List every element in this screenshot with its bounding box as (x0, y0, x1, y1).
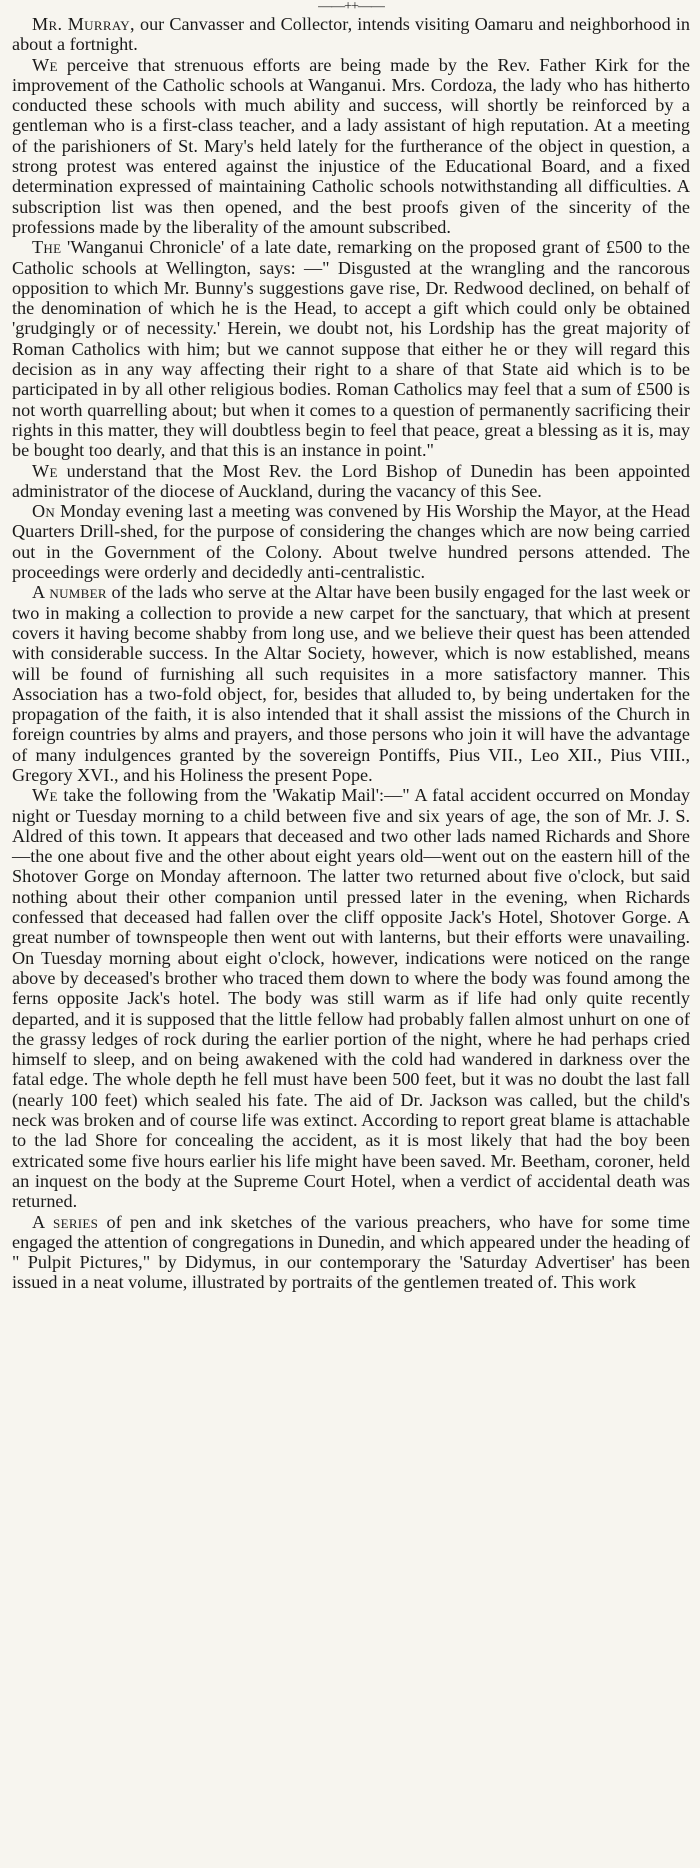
paragraph-wanganui-chronicle (12, 237, 690, 460)
paragraph-lead: The (32, 237, 62, 258)
paragraph-body: Monday evening last a meeting was convened by His Worship the Mayor, at the Head Quarters Drill-shed, for the purpose of considering the changes which are now being carried out in the Government of the Colony. About twelve hundred persons attended. The proceedings were orderly and decidedly anti-centralistic. (12, 501, 690, 583)
paragraph-pulpit-pictures (12, 1212, 690, 1293)
header-ornament: ——++—— (318, 0, 384, 14)
paragraph-altar-society (12, 582, 690, 785)
paragraph-body: understand that the Most Rev. the Lord Bishop of Dunedin has been appointed administrator of the diocese of Auckland, during the vacancy of this See. (12, 460, 690, 501)
paragraph-wanganui-schools (12, 55, 690, 238)
paragraph-canvasser-notice (12, 14, 690, 55)
paragraph-body: of pen and ink sketches of the various preachers, who have for some time engaged the attention of congregations in Dunedin, and which appeared under the heading of " Pulpit Pictures," by Didymus, in our contemporary the 'Saturday Advertiser' has been issued in a neat volume, illustrated by portraits of the gentlemen treated of. This work (12, 1211, 690, 1293)
paragraph-body: perceive that strenuous efforts are being made by the Rev. Father Kirk for the improvement of the Catholic schools at Wanganui. Mrs. Cordoza, the lady who has hitherto conducted these schools with much ability and success, will shortly be reinforced by a gentleman who is a first-class teacher, and a lady assistant of high reputation. At a meeting of the parishioners of St. Mary's held lately for the furtherance of the object in question, a strong protest was entered against the injustice of the Educational Board, and a fixed determination expressed of maintaining Catholic schools notwithstanding all difficulties. A subscription list was then opened, and the best proofs given of the sincerity of the professions made by the liberality of the amount subscribed. (12, 54, 690, 237)
paragraph-lead: We (32, 785, 58, 806)
paragraph-body: our Canvasser and Collector, intends visiting Oamaru and neighborhood in about a fortnight. (12, 14, 690, 55)
paragraph-lead: On (32, 501, 56, 522)
paragraph-body: 'Wanganui Chronicle' of a late date, remarking on the proposed grant of £500 to the Catholic schools at Wellington, says: —" Disgusted at the wrangling and the rancorous opposition to which Mr. Bunny's suggestions gave rise, Dr. Redwood declined, on behalf of the denomination of which he is the Head, to accept a gift which could only be obtained 'grudgingly or of necessity.' Herein, we doubt not, his Lordship has the great majority of Roman Catholics with him; but we cannot suppose that either he or they will regard this decision as in any way affecting their right to a share of that State aid which is to be participated in by all other religious bodies. Roman Catholics may feel that a sum of £500 is not worth quarrelling about; but when it comes to a question of permanently sacrificing their rights in this matter, they will doubtless begin to feel that peace, great a blessing as it is, may be bought too dearly, and that this is an instance in point." (12, 237, 690, 461)
paragraph-wakatip-accident (12, 785, 690, 1211)
paragraph-lead: We (32, 460, 58, 481)
paragraph-bishop-auckland (12, 461, 690, 502)
paragraph-drill-shed-meeting (12, 501, 690, 582)
paragraph-body: of the lads who serve at the Altar have been busily engaged for the last week or two in making a collection to provide a new carpet for the sanctuary, that which at present covers it having become shabby from long use, and we believe their quest has been attended with considerable success. In the Altar Society, however, which is now established, means will be found of furnishing all such requisites in a more satisfactory manner. This Association has a two-fold object, for, besides that alluded to, by being undertaken for the propagation of the faith, it is also intended that it shall assist the missions of the Church in foreign countries by alms and prayers, and those persons who join it will have the advantage of many indulgences granted by the sovereign Pontiffs, Pius VII., Leo XII., Pius VIII., Gregory XVI., and his Holiness the present Pope. (12, 582, 690, 785)
paragraph-lead: We (32, 54, 58, 75)
paragraph-lead: Mr. Murray, (32, 14, 135, 34)
paragraph-lead: A number (32, 582, 107, 603)
paragraph-body: take the following from the 'Wakatip Mail':—" A fatal accident occurred on Monday night or Tuesday morning to a child between five and six years of age, the son of Mr. J. S. Aldred of this town. It appears that deceased and two other lads named Richards and Shore—the one about five and the other about eight years old—went out on the eastern hill of the Shotover Gorge on Monday afternoon. The latter two returned about five o'clock, but said nothing about their other companion until pressed later in the evening, when Richards confessed that deceased had fallen over the cliff opposite Jack's Hotel, Shotover Gorge. A great number of townspeople then went out with lanterns, but their efforts were unavailing. On Tuesday morning about eight o'clock, however, indications were noticed on the range above by deceased's brother who traced them down to where the body was found among the ferns opposite Jack's hotel. The body was still warm as if life had only quite recently departed, and it is supposed that the little fellow had probably fallen almost unhurt on one of the grassy ledges of rock during the earlier portion of the night, where he had perhaps cried himself to sleep, and on being awakened with the cold had wandered in darkness over the fatal edge. The whole depth he fell must have been 500 feet, but it was no doubt the last fall (nearly 100 feet) which sealed his fate. The aid of Dr. Jackson was called, but the child's neck was broken and of course life was extinct. According to report great blame is attachable to the lad Shore for concealing the accident, as it is most likely that had the boy been extricated some five hours earlier his life might have been saved. Mr. Beetham, coroner, held an inquest on the body at the Supreme Court Hotel, when a verdict of accidental death was returned. (12, 785, 690, 1212)
paragraph-lead: A series (32, 1211, 99, 1232)
